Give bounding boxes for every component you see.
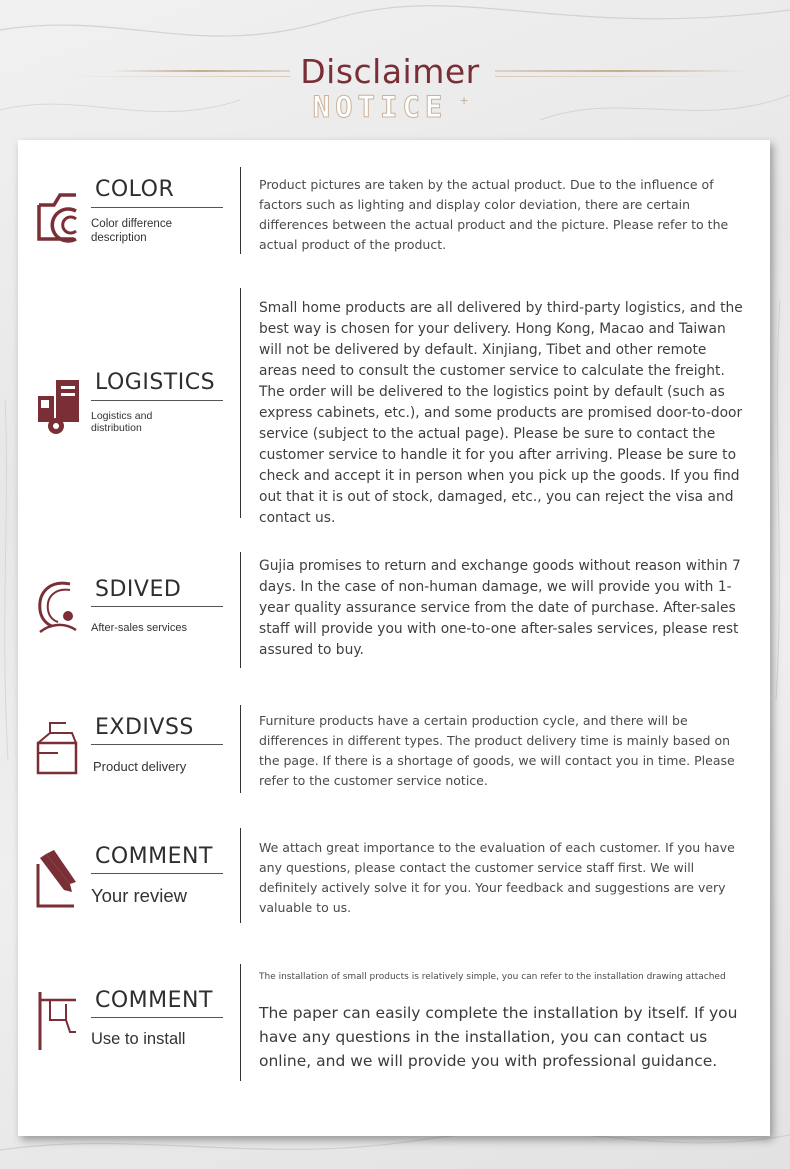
section-title: SDIVED (95, 577, 182, 602)
section-title: COMMENT (95, 844, 213, 869)
title-underline (91, 400, 223, 401)
header-rule-left-thin (60, 76, 290, 77)
section-color (18, 165, 770, 255)
section-subtitle: Use to install (91, 1030, 186, 1048)
section-description: We attach great importance to the evaluation of each customer. If you have any questions, please contact the customer service staff first. We will definitely actively solve it for you. Your feedback and suggestions are very valuable to us. (259, 840, 735, 915)
camera-icon (36, 183, 80, 243)
section-description: Small home products are all delivered by third-party logistics, and the best way is chosen for your delivery. Hong Kong, Macao and Taiwan will not be delivered by default. Xinjiang, Tibet and other remote areas need to consult the customer service to calculate the freight. The order will be delivered to the logistics point by default (such as express cabinets, etc.), and some products are promised door-to-door service (subject to the actual page). Please be sure to contact the customer service to handle it for you after arriving. Please be sure to check and accept it in person when you pick up the goods. If you find out that it is out of stock, damaged, etc., you can reject the visa and contact us. (259, 300, 743, 526)
section-subtitle: Product delivery (93, 759, 187, 774)
header-rule-left (110, 70, 290, 72)
truck-icon (36, 376, 80, 436)
section-logistics (18, 288, 770, 526)
section-delivery (18, 705, 770, 795)
page-title: Disclaimer (300, 52, 480, 91)
package-icon (36, 715, 80, 775)
section-title: COLOR (95, 177, 175, 202)
title-underline (91, 207, 223, 208)
section-description: Product pictures are taken by the actual product. Due to the influence of factors such as lighting and display color deviation, there are certain differences between the actual product and the picture. Please refer to the actual product of the product. (259, 177, 729, 252)
section-subtitle: After-sales services (91, 622, 187, 634)
section-title: COMMENT (95, 988, 213, 1013)
section-after-sales (18, 552, 770, 670)
header-rule-right-thin (495, 76, 725, 77)
section-review (18, 828, 770, 924)
install-icon (36, 990, 80, 1050)
pencil-icon (36, 848, 80, 908)
divider-line (240, 552, 241, 668)
disclaimer-card (18, 140, 770, 1136)
header-rule-right (495, 70, 745, 72)
page-header (0, 0, 790, 140)
section-description: Furniture products have a certain production cycle, and there will be differences in different types. The product delivery time is mainly based on the page. If there is a shortage of goods, we will contact you in time. Please refer to the customer service notice. (259, 713, 735, 788)
section-subtitle: Your review (91, 885, 187, 906)
section-install (18, 964, 770, 1082)
plus-decoration-icon: + (460, 92, 469, 108)
title-underline (91, 1017, 223, 1018)
title-underline (91, 873, 223, 874)
section-title: EXDIVSS (95, 715, 194, 740)
title-underline (91, 744, 223, 745)
page-subtitle: NOTICE (312, 90, 448, 124)
divider-line (240, 288, 241, 518)
divider-line (240, 705, 241, 793)
headset-icon (36, 576, 80, 636)
section-description: Gujia promises to return and exchange goods without reason within 7 days. In the case of non-human damage, we will provide you with 1-year quality assurance service from the date of purchase. After-sales staff will provide you with one-to-one after-sales services, please rest assured to buy. (259, 558, 741, 658)
section-description: The paper can easily complete the installation by itself. If you have any questions in the installation, you can contact us online, and we will provide you with professional guidance. (259, 1004, 738, 1070)
section-subtitle: Color difference description (91, 218, 172, 245)
title-underline (91, 606, 223, 607)
divider-line (240, 828, 241, 923)
section-title: LOGISTICS (95, 370, 216, 395)
section-subtitle: Logistics and distribution (91, 410, 153, 435)
section-description-small: The installation of small products is relatively simple, you can refer to the installation drawing attached (259, 972, 726, 982)
divider-line (240, 167, 241, 254)
divider-line (240, 964, 241, 1081)
